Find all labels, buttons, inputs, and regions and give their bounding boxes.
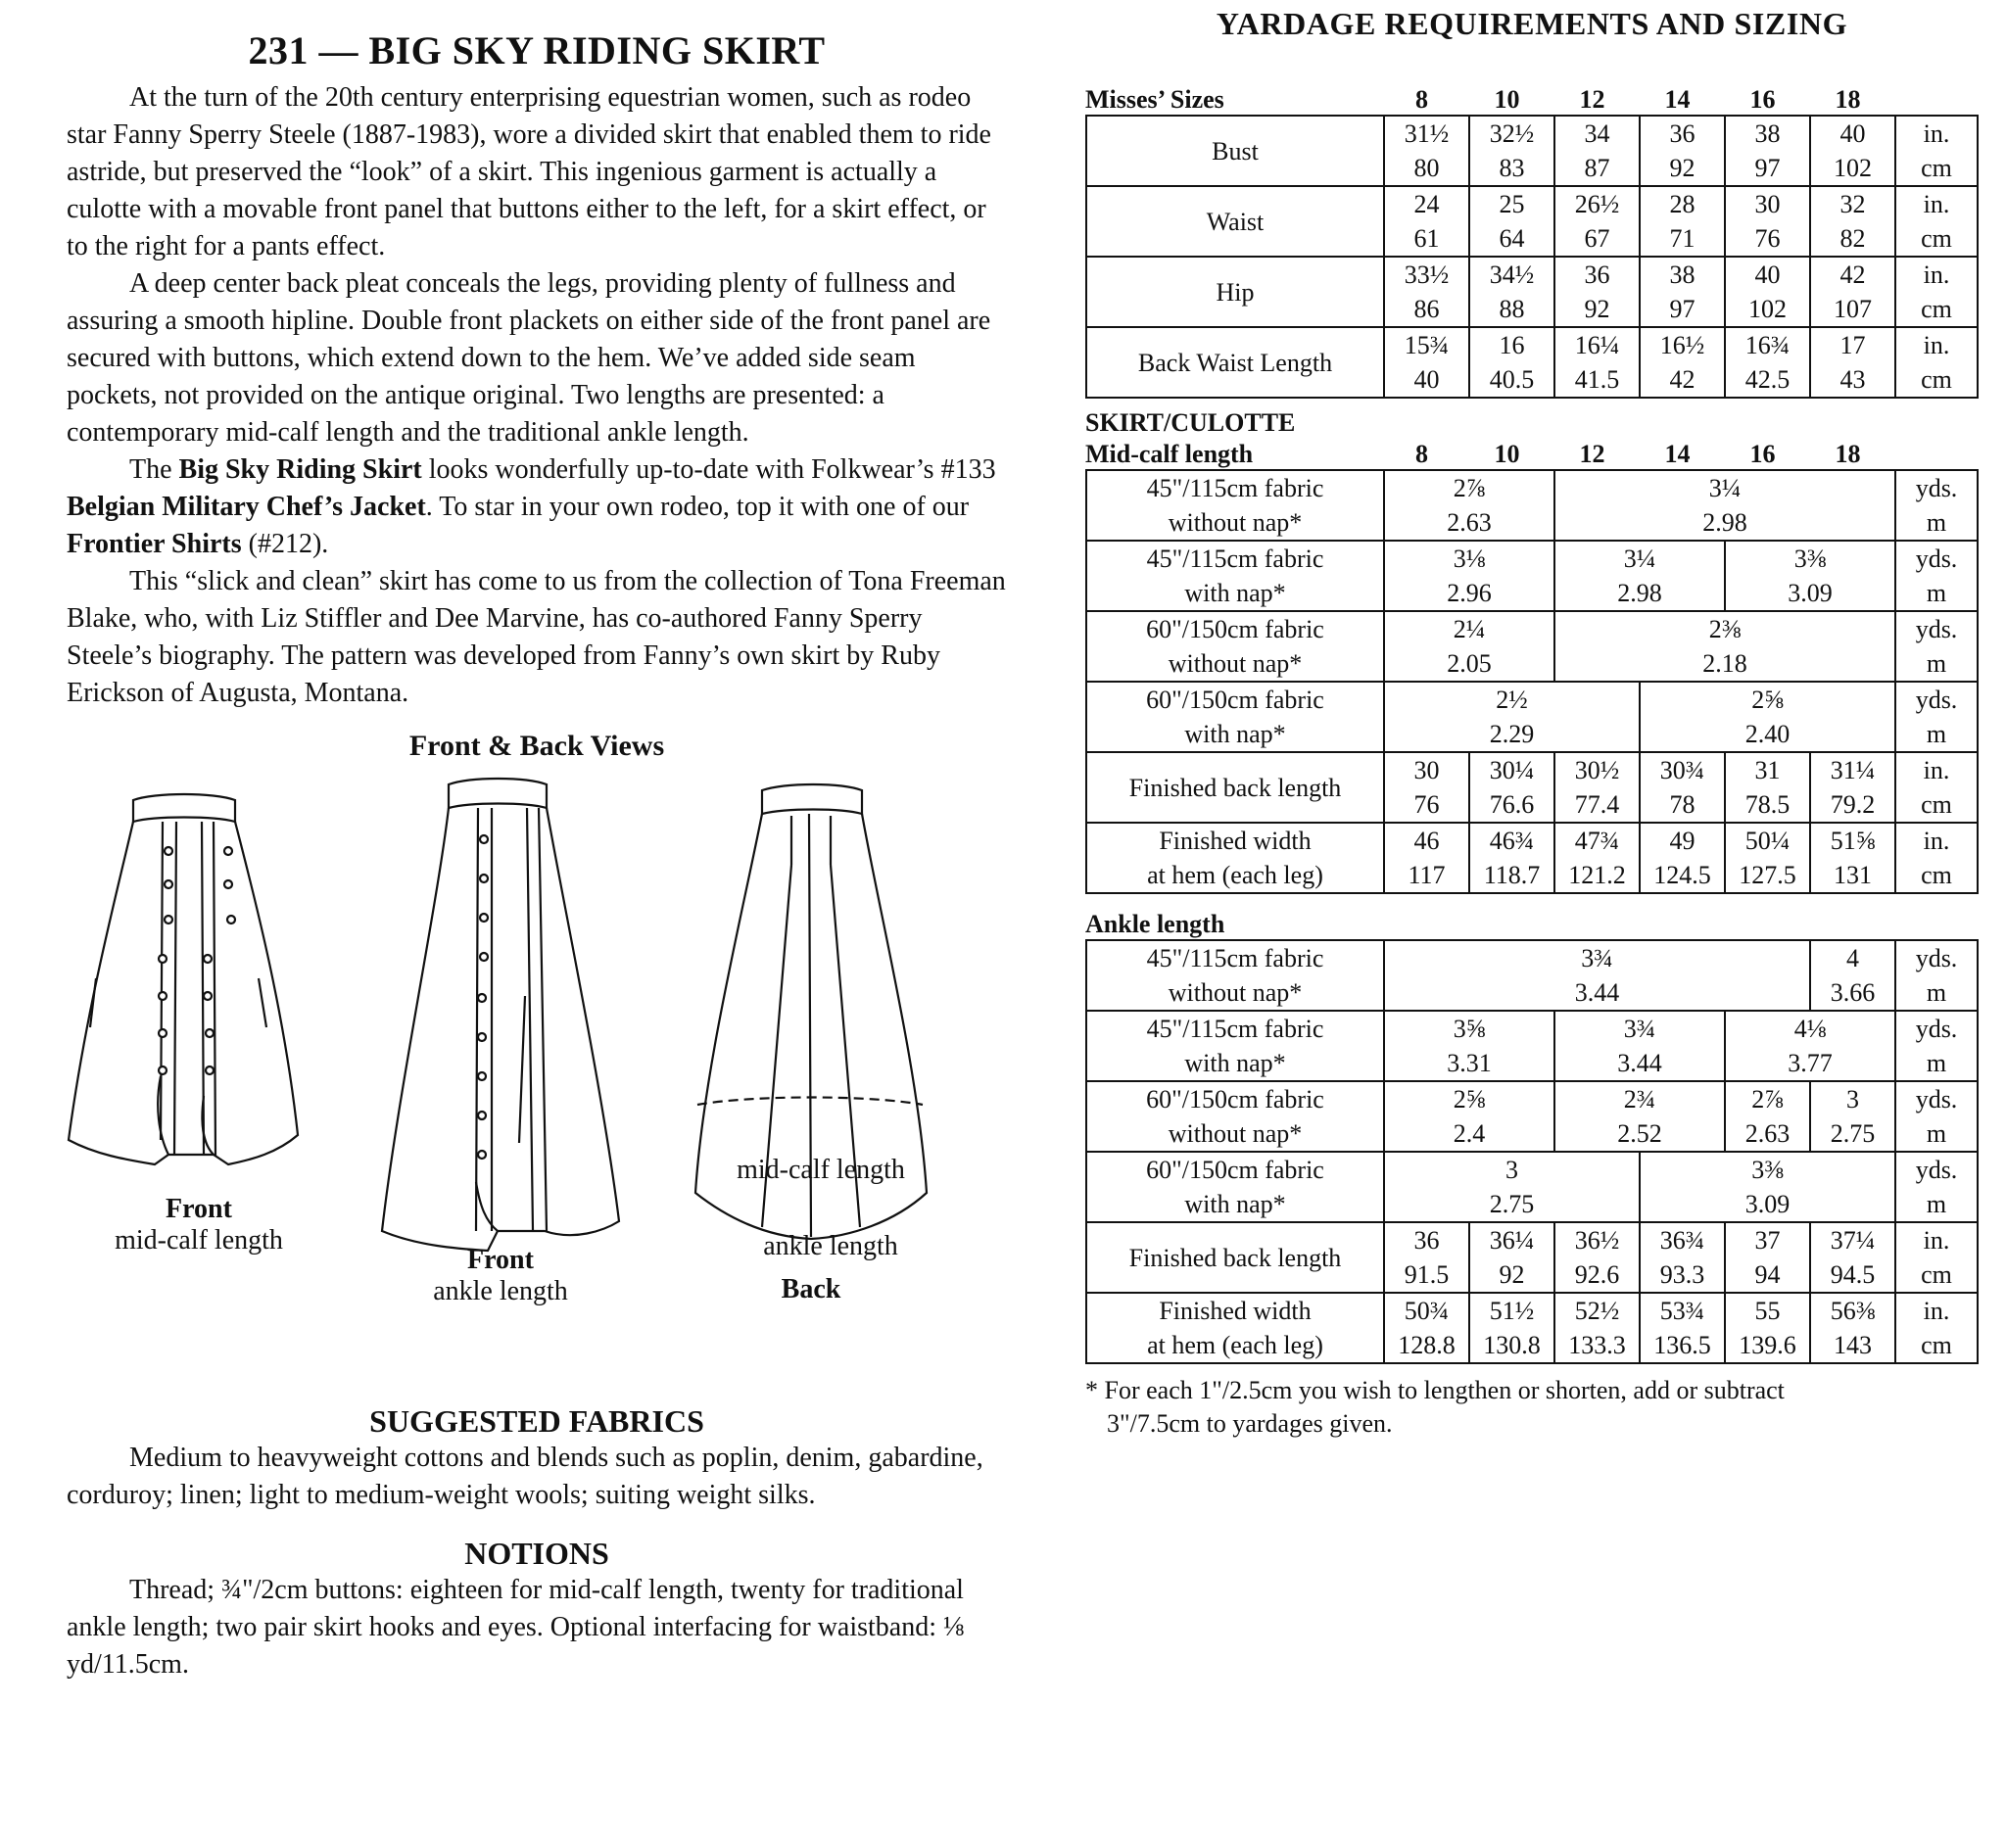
back-caption: Back	[781, 1274, 841, 1304]
measurement-cell: 32½ 83	[1469, 116, 1554, 186]
right-column	[1085, 6, 1979, 1441]
midcalf-length-label: Mid-calf length	[1085, 440, 1254, 468]
yardage-cell: 3⅛ 2.96	[1384, 541, 1554, 611]
views-heading: Front & Back Views	[408, 730, 665, 762]
yardage-cell: 3¼ 2.98	[1554, 541, 1725, 611]
yardage-cell: 52½ 133.3	[1554, 1293, 1640, 1363]
measurement-cell: 34 87	[1554, 116, 1640, 186]
measurement-cell: 42 107	[1810, 257, 1895, 327]
size-label: 12	[1579, 440, 1605, 468]
measurement-label: Back Waist Length	[1086, 327, 1384, 398]
measurement-cell: 38 97	[1725, 116, 1810, 186]
yardage-cell: 51½ 130.8	[1469, 1293, 1554, 1363]
yardage-cell: 46¾ 118.7	[1469, 823, 1554, 893]
yardage-cell: 30¾ 78	[1640, 752, 1725, 823]
notions-heading: NOTIONS	[464, 1536, 609, 1571]
size-label: 14	[1664, 440, 1691, 468]
unit-cell: in. cm	[1895, 1222, 1978, 1293]
back-midcalf-label: mid-calf length	[737, 1155, 905, 1185]
yardage-row-label: Finished back length	[1086, 1222, 1384, 1293]
yardage-row	[1086, 682, 1978, 752]
unit-cell: in. cm	[1895, 186, 1978, 257]
yardage-cell: 2⅞ 2.63	[1384, 470, 1554, 541]
intro-paragraph-1: At the turn of the 20th century enterprising equestrian women, such as rodeo star Fanny Sperry Steele (1887-1983), wore a divided skirt that enabled them to ride astride, but preserved the “look” of a skirt. This ingenious garment is actually a culotte with a movable front panel that buttons either to the left, for a skirt effect, or to the right for a pants effect.	[67, 82, 991, 261]
yardage-cell: 50¾ 128.8	[1384, 1293, 1469, 1363]
measurement-cell: 40 102	[1810, 116, 1895, 186]
yardage-cell: 2¼ 2.05	[1384, 611, 1554, 682]
left-column	[67, 27, 1007, 1683]
yardage-cell: 3¾ 3.44	[1554, 1011, 1725, 1081]
measurement-cell: 38 97	[1640, 257, 1725, 327]
yardage-row	[1086, 1081, 1978, 1152]
yardage-cell: 2⅜ 2.18	[1554, 611, 1895, 682]
yardage-row	[1086, 1293, 1978, 1363]
yardage-cell: 36½ 92.6	[1554, 1222, 1640, 1293]
size-label: 16	[1749, 440, 1776, 468]
unit-cell: in. cm	[1895, 823, 1978, 893]
yardage-cell: 50¼ 127.5	[1725, 823, 1810, 893]
measurement-cell: 30 76	[1725, 186, 1810, 257]
size-label: 8	[1415, 440, 1428, 468]
size-label: 8	[1415, 85, 1428, 114]
measurement-cell: 25 64	[1469, 186, 1554, 257]
measurement-cell: 40 102	[1725, 257, 1810, 327]
yardage-row	[1086, 940, 1978, 1011]
yardage-row-label: 45"/115cm fabric without nap*	[1086, 940, 1384, 1011]
yardage-cell: 3⅜ 3.09	[1640, 1152, 1895, 1222]
intro-paragraph-3: The Big Sky Riding Skirt looks wonderfully up-to-date with Folkwear’s #133 Belgian Military Chef’s Jacket. To star in your own rodeo, top it with one of our Frontier Shirts (#212).	[67, 454, 996, 559]
measurement-cell: 16½ 42	[1640, 327, 1725, 398]
size-label: 14	[1664, 85, 1691, 114]
body-measurements-table	[1085, 115, 1979, 399]
unit-cell: yds. m	[1895, 611, 1978, 682]
ankle-yardage-table	[1085, 939, 1979, 1364]
related-product-jacket: Belgian Military Chef’s Jacket	[67, 492, 426, 522]
measurement-cell: 16¼ 41.5	[1554, 327, 1640, 398]
yardage-row-label: 45"/115cm fabric with nap*	[1086, 541, 1384, 611]
yardage-cell: 4 3.66	[1810, 940, 1895, 1011]
yardage-row	[1086, 470, 1978, 541]
page-title: 231 — BIG SKY RIDING SKIRT	[248, 28, 826, 72]
front-midcalf-illustration	[67, 782, 302, 1194]
measurement-row	[1086, 327, 1978, 398]
intro-paragraph-4: This “slick and clean” skirt has come to us from the collection of Tona Freeman Blake, who, with Liz Stiffler and Dee Marvine, has co-authored Fanny Sperry Steele’s biography. The pattern was developed from Fanny’s own skirt by Ruby Erickson of Augusta, Montana.	[67, 566, 1006, 708]
yardage-row-label: 60"/150cm fabric without nap*	[1086, 1081, 1384, 1152]
yardage-row-label: Finished back length	[1086, 752, 1384, 823]
yardage-cell: 3¼ 2.98	[1554, 470, 1895, 541]
measurement-cell: 15¾ 40	[1384, 327, 1469, 398]
yardage-cell: 31 78.5	[1725, 752, 1810, 823]
yardage-row-label: 45"/115cm fabric without nap*	[1086, 470, 1384, 541]
notions-text: Thread; ¾"/2cm buttons: eighteen for mid-calf length, twenty for traditional ankle length; two pair skirt hooks and eyes. Optional interfacing for waistband: ⅛ yd/11.5cm.	[67, 1575, 965, 1680]
yardage-cell: 36¼ 92	[1469, 1222, 1554, 1293]
intro-paragraph-2: A deep center back pleat conceals the legs, providing plenty of fullness and assuring a smooth hipline. Double front plackets on either side of the front panel are secured with buttons, which extend down to the hem. We’ve added side seam pockets, not provided on the antique original. Two lengths are presented: a contemporary mid-calf length and the traditional ankle length.	[67, 268, 991, 448]
unit-cell: yds. m	[1895, 1011, 1978, 1081]
front-midcalf-caption: Front mid-calf length	[115, 1194, 283, 1256]
related-product-shirts: Frontier Shirts	[67, 529, 242, 559]
size-label: 18	[1835, 440, 1861, 468]
measurement-cell: 28 71	[1640, 186, 1725, 257]
front-ankle-illustration	[378, 771, 623, 1270]
yardage-cell: 31¼ 79.2	[1810, 752, 1895, 823]
yardage-cell: 53¾ 136.5	[1640, 1293, 1725, 1363]
measurement-cell: 17 43	[1810, 327, 1895, 398]
yardage-cell: 3⅜ 3.09	[1725, 541, 1895, 611]
yardage-cell: 36 91.5	[1384, 1222, 1469, 1293]
misses-sizes-header	[1085, 81, 1979, 115]
yardage-cell: 55 139.6	[1725, 1293, 1810, 1363]
product-name: Big Sky Riding Skirt	[178, 454, 422, 485]
unit-cell: yds. m	[1895, 682, 1978, 752]
measurement-cell: 33½ 86	[1384, 257, 1469, 327]
yardage-cell: 56⅜ 143	[1810, 1293, 1895, 1363]
measurement-cell: 24 61	[1384, 186, 1469, 257]
unit-cell: in. cm	[1895, 257, 1978, 327]
skirt-culotte-label: SKIRT/CULOTTE	[1085, 408, 1296, 437]
measurement-cell: 34½ 88	[1469, 257, 1554, 327]
yardage-row	[1086, 611, 1978, 682]
yardage-row-label: 60"/150cm fabric with nap*	[1086, 682, 1384, 752]
yardage-footnote: * For each 1"/2.5cm you wish to lengthen or shorten, add or subtract 3"/7.5cm to yardages given.	[1085, 1376, 1785, 1438]
yardage-cell: 46 117	[1384, 823, 1469, 893]
unit-cell: in. cm	[1895, 1293, 1978, 1363]
unit-cell: yds. m	[1895, 1152, 1978, 1222]
yardage-row-label: Finished width at hem (each leg)	[1086, 1293, 1384, 1363]
size-label: 10	[1494, 85, 1520, 114]
yardage-cell: 49 124.5	[1640, 823, 1725, 893]
yardage-cell: 30½ 77.4	[1554, 752, 1640, 823]
unit-cell: in. cm	[1895, 116, 1978, 186]
yardage-cell: 2⅞ 2.63	[1725, 1081, 1810, 1152]
measurement-row	[1086, 116, 1978, 186]
size-label: 10	[1494, 440, 1520, 468]
yardage-cell: 30¼ 76.6	[1469, 752, 1554, 823]
unit-cell: yds. m	[1895, 470, 1978, 541]
yardage-cell: 4⅛ 3.77	[1725, 1011, 1895, 1081]
size-label: 18	[1835, 85, 1861, 114]
back-ankle-label: ankle length	[763, 1231, 898, 1261]
yardage-cell: 3¾ 3.44	[1384, 940, 1810, 1011]
midcalf-yardage-table	[1085, 469, 1979, 894]
unit-cell: yds. m	[1895, 541, 1978, 611]
yardage-row	[1086, 541, 1978, 611]
measurement-label: Waist	[1086, 186, 1384, 257]
yardage-row	[1086, 1011, 1978, 1081]
yardage-heading: YARDAGE REQUIREMENTS AND SIZING	[1216, 6, 1848, 41]
unit-cell: yds. m	[1895, 1081, 1978, 1152]
yardage-cell: 3 2.75	[1810, 1081, 1895, 1152]
yardage-cell: 51⅝ 131	[1810, 823, 1895, 893]
fabrics-heading: SUGGESTED FABRICS	[369, 1403, 704, 1439]
ankle-length-label: Ankle length	[1085, 910, 1225, 938]
measurement-row	[1086, 186, 1978, 257]
yardage-row-label: 45"/115cm fabric with nap*	[1086, 1011, 1384, 1081]
unit-cell: yds. m	[1895, 940, 1978, 1011]
measurement-cell: 16¾ 42.5	[1725, 327, 1810, 398]
yardage-cell: 3⅝ 3.31	[1384, 1011, 1554, 1081]
yardage-row	[1086, 752, 1978, 823]
measurement-cell: 36 92	[1640, 116, 1725, 186]
size-label: 16	[1749, 85, 1776, 114]
yardage-row	[1086, 823, 1978, 893]
measurement-label: Bust	[1086, 116, 1384, 186]
measurement-cell: 36 92	[1554, 257, 1640, 327]
measurement-label: Hip	[1086, 257, 1384, 327]
fabrics-text: Medium to heavyweight cottons and blends such as poplin, denim, gabardine, corduroy; linen; light to medium-weight wools; suiting weight silks.	[67, 1443, 983, 1510]
yardage-row-label: 60"/150cm fabric without nap*	[1086, 611, 1384, 682]
yardage-cell: 37¼ 94.5	[1810, 1222, 1895, 1293]
size-label: 12	[1579, 85, 1605, 114]
measurement-cell: 32 82	[1810, 186, 1895, 257]
measurement-cell: 26½ 67	[1554, 186, 1640, 257]
yardage-cell: 30 76	[1384, 752, 1469, 823]
yardage-cell: 3 2.75	[1384, 1152, 1640, 1222]
measurement-row	[1086, 257, 1978, 327]
yardage-cell: 2⅝ 2.4	[1384, 1081, 1554, 1152]
yardage-cell: 2⅝ 2.40	[1640, 682, 1895, 752]
unit-cell: in. cm	[1895, 752, 1978, 823]
yardage-row-label: Finished width at hem (each leg)	[1086, 823, 1384, 893]
yardage-row	[1086, 1152, 1978, 1222]
measurement-cell: 31½ 80	[1384, 116, 1469, 186]
yardage-cell: 2¾ 2.52	[1554, 1081, 1725, 1152]
illustrations	[67, 763, 1007, 1390]
yardage-cell: 47¾ 121.2	[1554, 823, 1640, 893]
yardage-cell: 36¾ 93.3	[1640, 1222, 1725, 1293]
midcalf-header	[1085, 438, 1979, 469]
unit-cell: in. cm	[1895, 327, 1978, 398]
yardage-row	[1086, 1222, 1978, 1293]
measurement-cell: 16 40.5	[1469, 327, 1554, 398]
yardage-row-label: 60"/150cm fabric with nap*	[1086, 1152, 1384, 1222]
misses-sizes-label: Misses’ Sizes	[1085, 85, 1224, 114]
yardage-cell: 37 94	[1725, 1222, 1810, 1293]
yardage-cell: 2½ 2.29	[1384, 682, 1640, 752]
front-ankle-caption: Front ankle length	[433, 1245, 568, 1306]
